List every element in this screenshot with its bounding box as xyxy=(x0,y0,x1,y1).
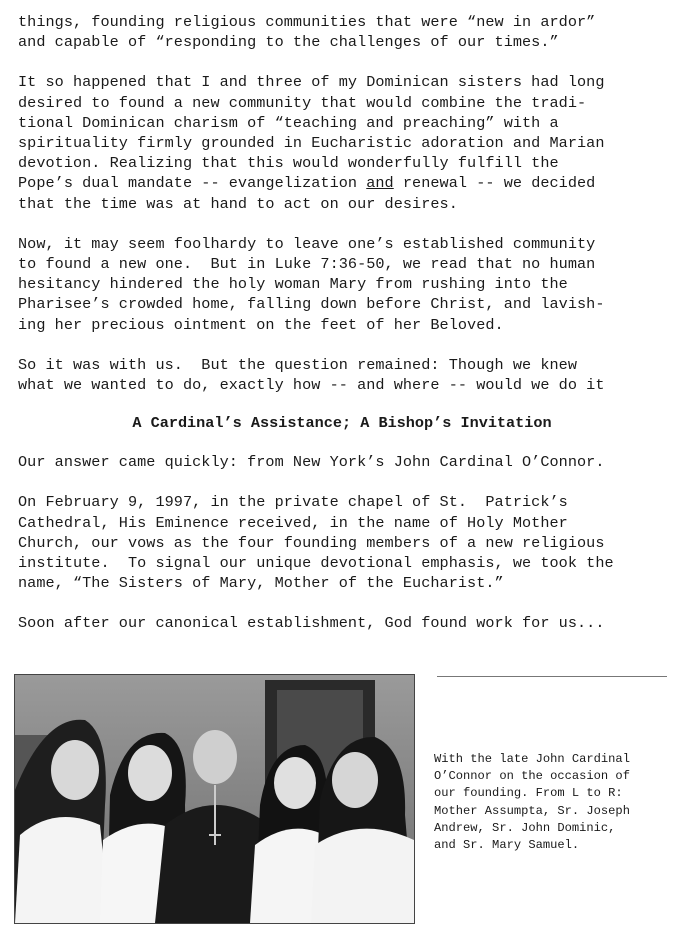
paragraph-answer: Our answer came quickly: from New York’s John Cardinal O’Connor. xyxy=(18,453,605,472)
underlined-word-and: and xyxy=(366,174,394,193)
section-heading: A Cardinal’s Assistance; A Bishop’s Invitation xyxy=(132,414,552,433)
paragraph-work: Soon after our canonical establishment, God found work for us... xyxy=(18,614,605,633)
paragraph-new-community xyxy=(18,72,678,213)
paragraph-continuation: things, founding religious communities that were “new in ardor” and capable of “responding to the challenges of our times.” xyxy=(18,13,596,52)
photo-caption: With the late John Cardinal O’Connor on the occasion of our founding. From L to R: Mother Assumpta, Sr. Joseph Andrew, Sr. John Dominic, and Sr. Mary Samuel. xyxy=(434,752,630,853)
paragraph-luke: Now, it may seem foolhardy to leave one’s established community to found a new one. But in Luke 7:36-50, we read that no human hesitancy hindered the holy woman Mary from rushing into the Pharisee’s crowded home, falling down before Christ, and lavish- ing her precious ointment on the feet of her Beloved. xyxy=(18,234,605,334)
caption-divider xyxy=(437,676,667,677)
paragraph-founding: On February 9, 1997, in the private chapel of St. Patrick’s Cathedral, His Eminence received, in the name of Holy Mother Church, our vows as the four founding members of a new religious institute. To signal our unique devotional emphasis, we took the name, “The Sisters of Mary, Mother of the Eucharist.” xyxy=(18,493,614,593)
document-body xyxy=(18,12,678,634)
founding-photo xyxy=(14,674,415,924)
paragraph-question: So it was with us. But the question remained: Though we knew what we wanted to do, exactly how -- and where -- would we do it xyxy=(18,355,605,395)
group-photo-illustration xyxy=(15,675,414,923)
paragraph-new-community-part2: renewal -- we decided that the time was at hand to act on our desires. xyxy=(18,174,596,213)
paragraph-new-community-part1: It so happened that I and three of my Dominican sisters had long desired to found a new community that would combine the tradi- tional Dominican charism of “teaching and preaching” with a spirituality firmly grounded in Eucharistic adoration and Marian devotion. Realizing that this would wonderfully fulfill the Pope’s dual mandate -- evangelization xyxy=(18,73,605,193)
